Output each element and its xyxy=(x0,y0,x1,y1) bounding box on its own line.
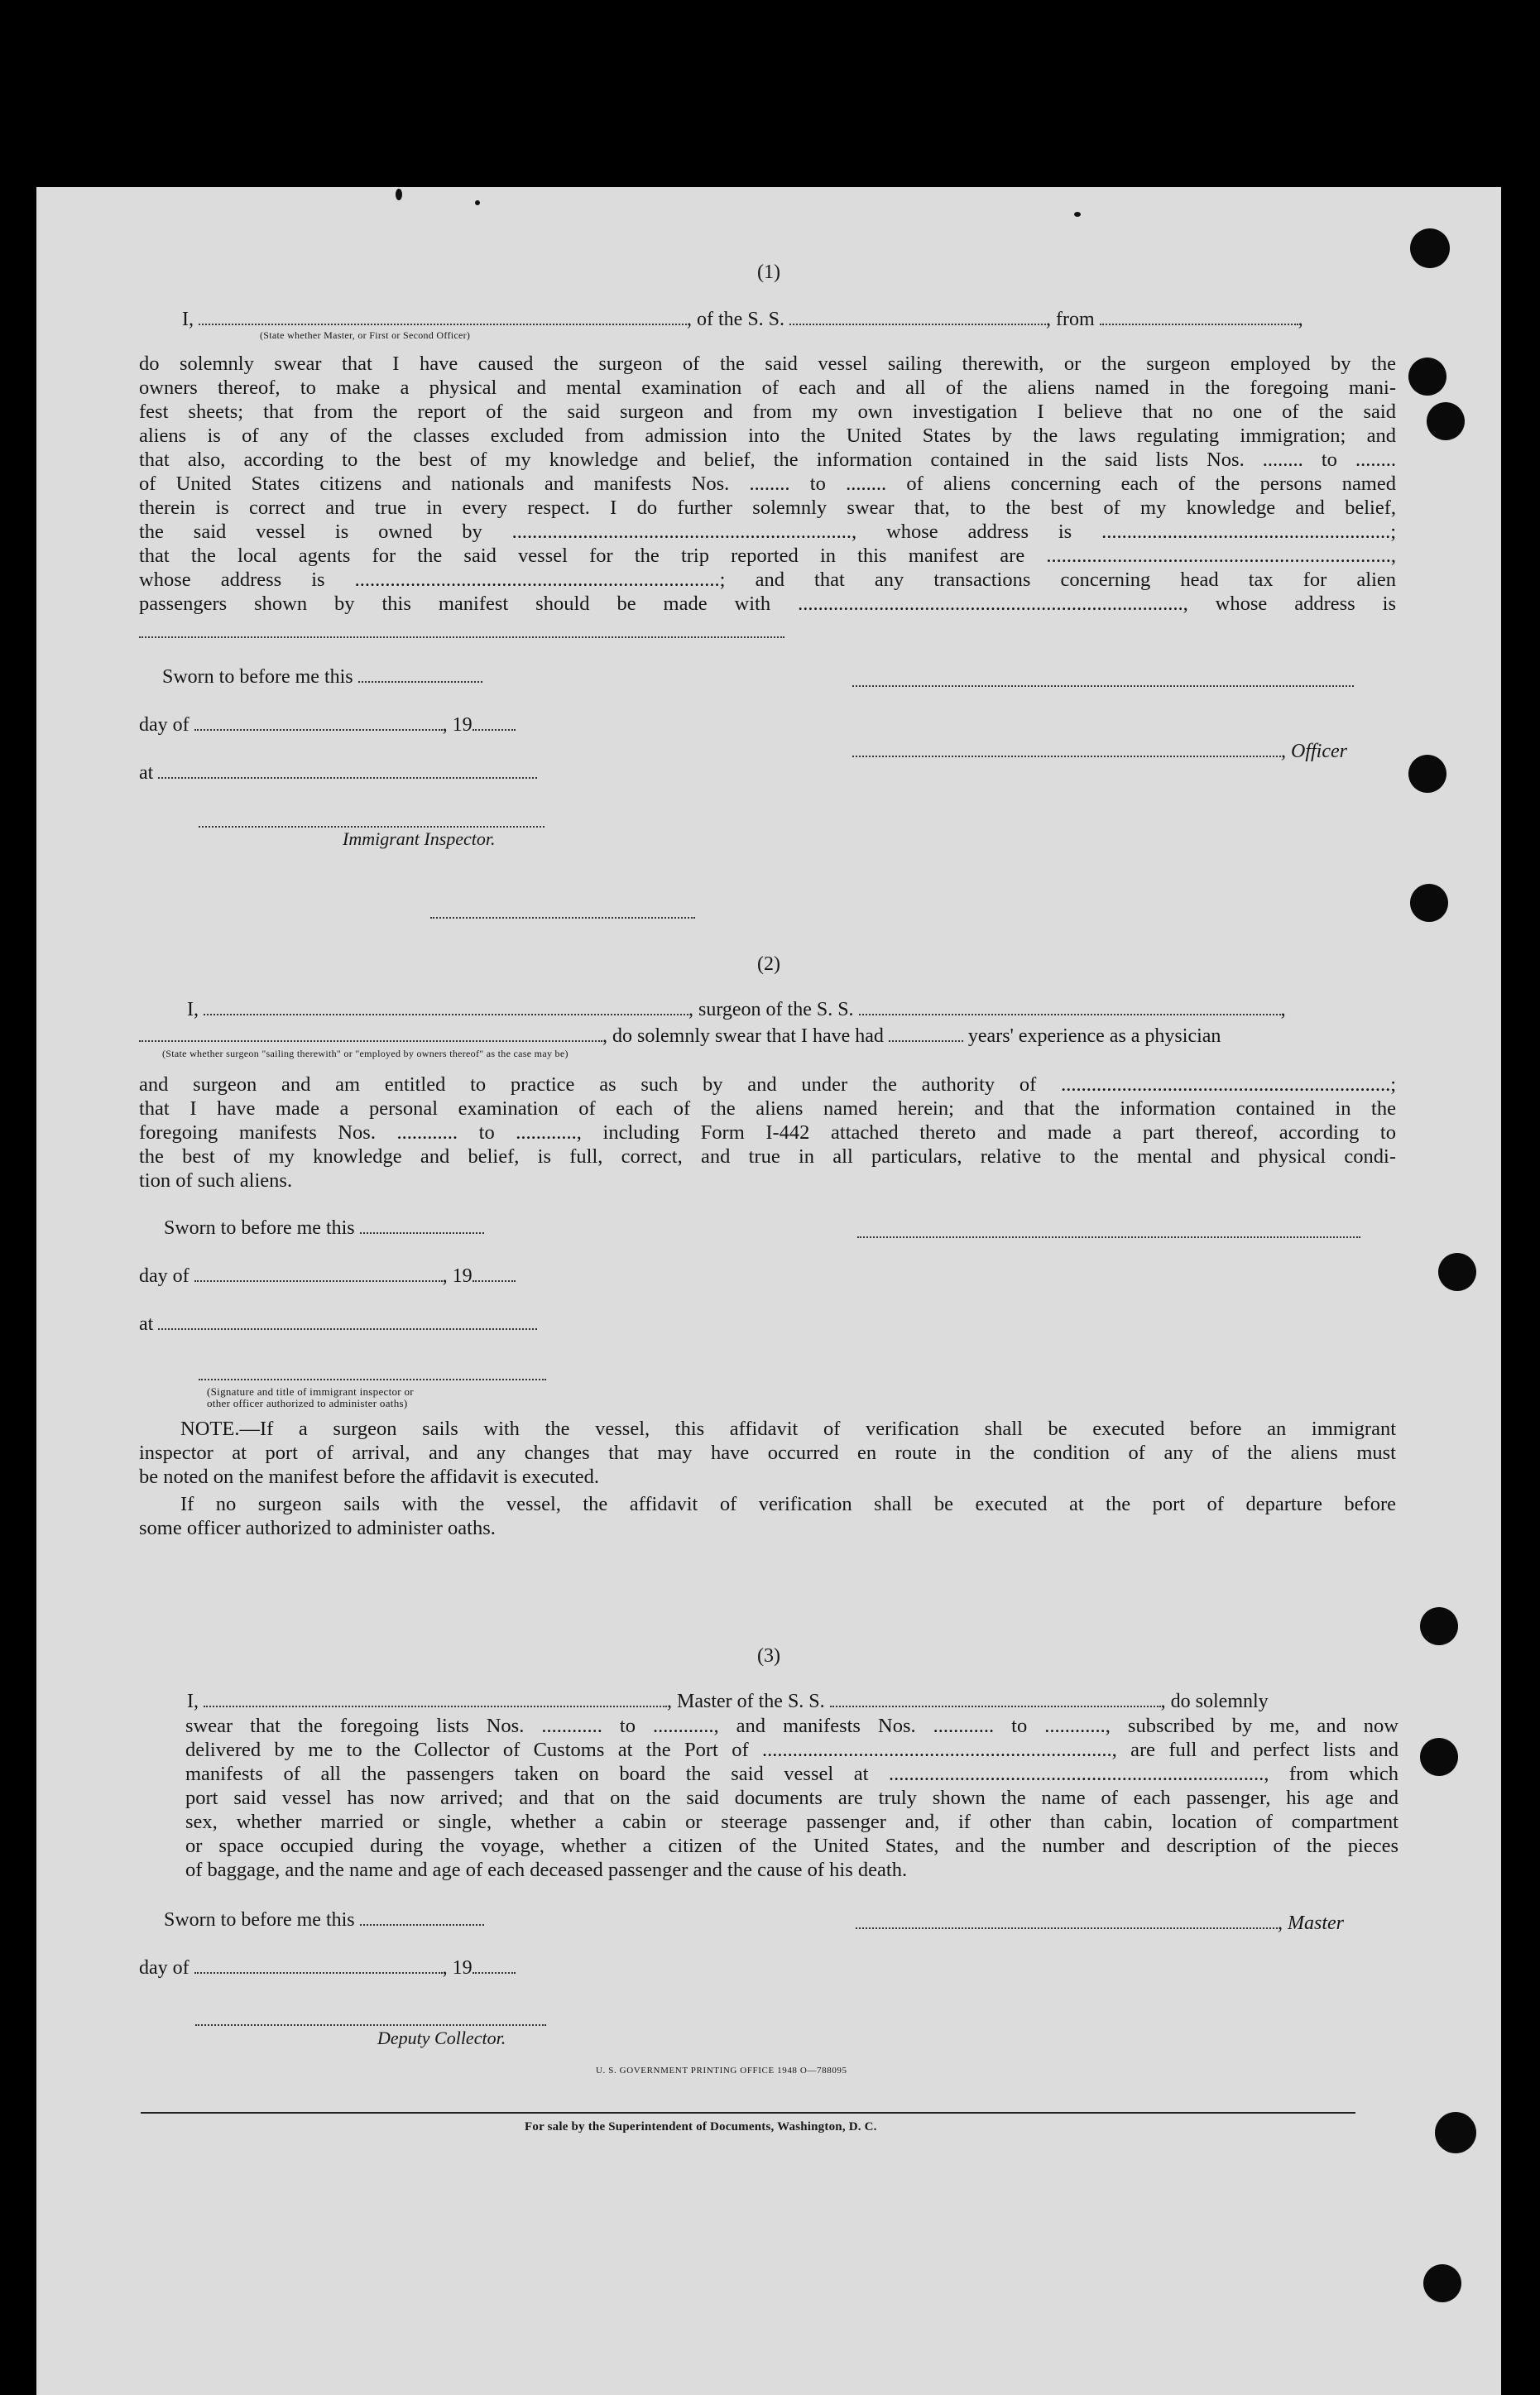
ink-speck xyxy=(475,200,480,205)
sworn-date-blank[interactable] xyxy=(360,1217,484,1234)
master-label: , Master xyxy=(1278,1913,1344,1934)
section-3-line: or space occupied during the voyage, whether a citizen of the United States, and the number and description of the pieces xyxy=(185,1835,1398,1857)
year-label: , 19 xyxy=(442,714,473,736)
section-3-line: delivered by me to the Collector of Customs at the Port of ....................................................................., are full and perfect lists and xyxy=(185,1739,1398,1761)
sworn-date-blank[interactable] xyxy=(360,1909,484,1926)
year-blank[interactable] xyxy=(473,1957,516,1974)
ink-speck xyxy=(1074,212,1081,217)
officer-note: (State whether Master, or First or Second Officer) xyxy=(260,329,471,341)
inspector-signature-line[interactable] xyxy=(199,826,545,828)
deputy-label: Deputy Collector. xyxy=(377,2028,506,2048)
section-3-lead: I, xyxy=(187,1691,199,1712)
of-the-ss-label: , of the S. S. xyxy=(687,309,785,330)
section-3-line: port said vessel has now arrived; and that on the said documents are truly shown the name of each passenger, his age and xyxy=(185,1787,1398,1809)
signature-note: other officer authorized to administer oaths) xyxy=(207,1397,408,1409)
section-3-line: manifests of all the passengers taken on board the said vessel at .........................................................................., from which xyxy=(185,1763,1398,1785)
day-of-2 xyxy=(139,1265,516,1289)
section-2-line: and surgeon and am entitled to practice as such by and under the authority of .................................................................; xyxy=(139,1073,1396,1096)
solemnly-label: , do solemnly xyxy=(1160,1691,1269,1712)
section-1-line: that the local agents for the said vessel for the trip reported in this manifest are ...................................................................., xyxy=(139,545,1396,567)
month-blank[interactable] xyxy=(194,1957,443,1974)
inspector-signature-line[interactable] xyxy=(199,1379,546,1380)
section-1-line: fest sheets; that from the report of the said surgeon and from my own investigation I believe that no one of the said xyxy=(139,401,1396,423)
section-1-line: the said vessel is owned by ..................................................................., whose address is .........................................................; xyxy=(139,521,1396,543)
month-blank[interactable] xyxy=(194,1265,443,1282)
month-blank[interactable] xyxy=(194,714,443,731)
year-label: , 19 xyxy=(442,1265,473,1287)
section-2-line: tion of such aliens. xyxy=(139,1169,293,1192)
section-2-first-line: I, , surgeon of the S. S. , xyxy=(187,999,1286,1020)
section-1-line: that also, according to the best of my knowledge and belief, the information contained in the said lists Nos. ........ to ........ xyxy=(139,449,1396,471)
section-3-body xyxy=(185,1714,1398,1882)
section-2-line: the best of my knowledge and belief, is full, correct, and true in all particulars, relative to the mental and physical condi- xyxy=(139,1145,1396,1168)
punch-hole xyxy=(1427,402,1465,440)
section-3-line: sex, whether married or single, whether a cabin or steerage passenger and, if other than cabin, location of compartment xyxy=(185,1811,1398,1833)
footer-rule xyxy=(141,2112,1355,2114)
sworn-date-blank[interactable] xyxy=(358,666,482,683)
note-line: some officer authorized to administer oaths. xyxy=(139,1517,496,1539)
section-1-line: therein is correct and true in every respect. I do further solemnly swear that, to the best of my knowledge and belief, xyxy=(139,497,1396,519)
address-blank[interactable] xyxy=(139,636,784,638)
punch-hole xyxy=(1410,884,1448,922)
day-of-label: day of xyxy=(139,1265,190,1287)
sworn-1 xyxy=(162,665,482,689)
note-line: If no surgeon sails with the vessel, the affidavit of verification shall be executed at the port of departure before xyxy=(180,1493,1396,1515)
place-blank[interactable] xyxy=(158,1313,537,1330)
section-1-line: do solemnly swear that I have caused the surgeon of the said vessel sailing therewith, or the surgeon employed by the xyxy=(139,353,1396,375)
punch-hole xyxy=(1438,1253,1476,1291)
section-3-first-line xyxy=(187,1690,1398,1714)
sworn-label: Sworn to before me this xyxy=(164,1217,355,1239)
officer-label: , Officer xyxy=(1281,741,1347,762)
section-1-number: (1) xyxy=(757,262,780,283)
vessel-name-blank[interactable] xyxy=(789,309,1046,325)
punch-hole xyxy=(1420,1738,1458,1776)
master-name-blank[interactable] xyxy=(204,1691,667,1707)
section-2-line: foregoing manifests Nos. ............ to ............, including Form I-442 attached thereto and made a part thereof, according to xyxy=(139,1121,1396,1144)
day-of-label: day of xyxy=(139,1957,190,1979)
sworn-label: Sworn to before me this xyxy=(162,666,353,688)
note2-paragraph xyxy=(139,1492,1396,1540)
note-line: inspector at port of arrival, and any changes that may have occurred en route in the condition of any of the aliens must xyxy=(139,1442,1396,1464)
at-label: at xyxy=(139,762,154,784)
section-3-line: of baggage, and the name and age of each deceased passenger and the cause of his death. xyxy=(185,1859,908,1881)
surgeon-note: (State whether surgeon "sailing therewith" or "employed by owners thereof" as the case may be) xyxy=(162,1048,569,1059)
punch-hole xyxy=(1408,358,1446,396)
vessel-name-blank[interactable] xyxy=(859,999,1281,1015)
master-signature-blank[interactable] xyxy=(856,1913,1278,1929)
from-port-blank[interactable] xyxy=(1100,309,1298,325)
section-1-line: of United States citizens and nationals and manifests Nos. ........ to ........ of aliens concerning each of the persons named xyxy=(139,473,1396,495)
officer-title-blank[interactable] xyxy=(852,741,1281,757)
surgeon-signature-line[interactable] xyxy=(857,1236,1360,1238)
section-1-line: passengers shown by this manifest should be made with ............................................................................, whose address is xyxy=(139,593,1396,615)
officer-line xyxy=(852,740,1347,764)
sale-notice: For sale by the Superintendent of Documents, Washington, D. C. xyxy=(525,2120,877,2133)
deputy-signature-line[interactable] xyxy=(195,2024,546,2026)
section-3-number: (3) xyxy=(757,1645,780,1667)
sworn-2 xyxy=(164,1217,484,1241)
surgeon-name-blank[interactable] xyxy=(204,999,688,1015)
master-line xyxy=(856,1912,1344,1936)
ink-speck xyxy=(396,189,402,200)
officer-name-blank[interactable] xyxy=(199,309,687,325)
inspector-label: Immigrant Inspector. xyxy=(343,828,496,849)
note-paragraph xyxy=(139,1417,1396,1489)
punch-hole xyxy=(1420,1607,1458,1645)
years-blank[interactable] xyxy=(889,1025,963,1042)
year-label: , 19 xyxy=(442,1957,473,1979)
signature-note: (Signature and title of immigrant inspector or xyxy=(207,1385,414,1398)
day-of-label: day of xyxy=(139,714,190,736)
punch-hole xyxy=(1435,2112,1476,2153)
section-1-lead: I, xyxy=(182,309,194,330)
physician-label: years' experience as a physician xyxy=(967,1025,1221,1047)
section-3-line: swear that the foregoing lists Nos. ............ to ............, and manifests Nos. ............ to ............, subscribed by me, and now xyxy=(185,1715,1398,1737)
sworn-3 xyxy=(164,1908,484,1932)
day-of-3 xyxy=(139,1956,516,1980)
master-of-label: , Master of the S. S. xyxy=(667,1691,825,1712)
years-experience-label: , do solemnly swear that I have had xyxy=(602,1025,884,1047)
punch-hole xyxy=(1423,2264,1461,2302)
day-of-1 xyxy=(139,713,516,737)
note-line: be noted on the manifest before the affidavit is executed. xyxy=(139,1466,600,1488)
sworn-label: Sworn to before me this xyxy=(164,1909,355,1931)
at-label: at xyxy=(139,1313,154,1335)
section-1-line: whose address is ........................................................................; and that any transactions concerning head tax for alien xyxy=(139,569,1396,591)
note-line: NOTE.—If a surgeon sails with the vessel, this affidavit of verification shall be executed before an immigrant xyxy=(180,1418,1396,1440)
section-1-line: owners thereof, to make a physical and mental examination of each and all of the aliens named in the foregoing mani- xyxy=(139,377,1396,399)
year-blank[interactable] xyxy=(473,1265,516,1282)
section-2-lead: I, xyxy=(187,999,199,1020)
at-1 xyxy=(139,761,537,785)
year-blank[interactable] xyxy=(473,714,516,731)
surgeon-type-blank[interactable] xyxy=(139,1025,602,1042)
separator-dots xyxy=(430,917,695,919)
section-2-body xyxy=(139,1073,1396,1193)
officer-signature-line[interactable] xyxy=(852,685,1354,687)
section-1-first-line: I, , of the S. S. , from , xyxy=(182,309,1303,330)
place-blank[interactable] xyxy=(158,762,537,779)
section-1-body xyxy=(139,352,1396,616)
surgeon-of-label: , surgeon of the S. S. xyxy=(688,999,854,1020)
form-page xyxy=(36,187,1501,2395)
section-2-number: (2) xyxy=(757,953,780,975)
section-2-line: that I have made a personal examination of each of the aliens named herein; and that the information contained in the xyxy=(139,1097,1396,1120)
at-2 xyxy=(139,1313,537,1337)
vessel-name-blank[interactable] xyxy=(830,1691,1161,1707)
section-1-line: aliens is of any of the classes excluded from admission into the United States by the laws regulating immigration; and xyxy=(139,425,1396,447)
from-label: , from xyxy=(1046,309,1095,330)
punch-hole xyxy=(1408,755,1446,793)
gpo-imprint: U. S. GOVERNMENT PRINTING OFFICE 1948 O—788095 xyxy=(596,2066,847,2076)
section-2-second-line xyxy=(139,1025,1221,1049)
